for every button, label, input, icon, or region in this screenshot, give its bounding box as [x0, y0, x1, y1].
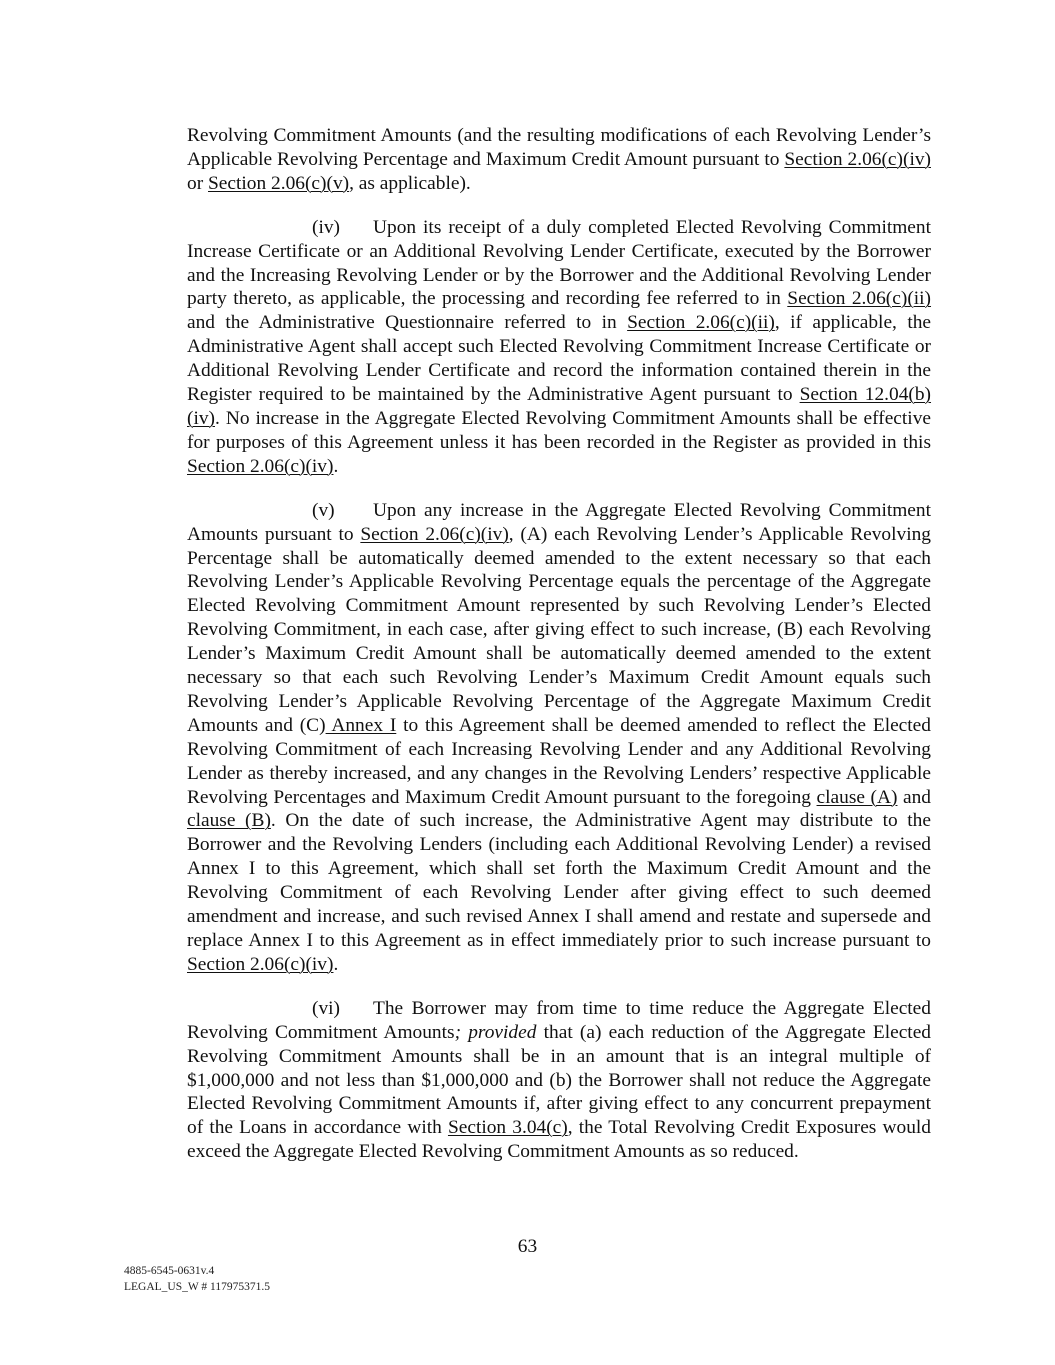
text: , (A) each Revolving Lender’s Applicable Revolving Percentage shall be automatically deemed amended to the extent necessary so that each Revolving Lender’s Applicable Revolving Percentage equals the percentage of the Aggregate Elected Revolving Commitment Amount represented by such Revolving Lender’s Elected Revolving Commitment, in each case, after giving effect to such increase, (B) each Revolving Lender’s Maximum Credit Amount shall be automatically deemed amended to the extent necessary so that each such Revolving Lender’s Maximum Credit Amount equals such Revolving Lender’s Applicable Revolving Percentage of the Aggregate Maximum Credit Amounts and (C)	[187, 523, 931, 736]
text: Upon its receipt of a duly completed Elected Revolving Commitment Increase Certificate or an Additional Revolving Lender Certificate, executed by the Borrower and the Increasing Revolving Lender or by the Borrower and the Additional Revolving Lender party thereto, as applicable, the processing and recording fee referred to in	[187, 216, 931, 310]
paragraph-v	[187, 499, 931, 977]
section-reference: Section 2.06(c)(ii)	[787, 288, 932, 310]
text: , as applicable).	[349, 172, 471, 194]
document-footer	[124, 1263, 270, 1295]
text: and	[897, 786, 931, 808]
section-reference: Section 3.04(c)	[447, 1117, 568, 1139]
paragraph-continuation	[187, 124, 931, 196]
text: . On the date of such increase, the Administrative Agent may distribute to the Borrower and the Revolving Lenders (including each Additional Revolving Lender) a revised Annex I to this Agreement, which shall set forth the Maximum Credit Amount and the Revolving Commitment of each Revolving Lender after giving effect to such deemed amendment and increase, and such revised Annex I shall amend and restate and supersede and replace Annex I to this Agreement as in effect immediately prior to such increase pursuant to	[187, 810, 931, 951]
paragraph-vi	[187, 997, 931, 1164]
clause-number: (vi)	[312, 997, 340, 1019]
section-reference: Section 2.06(c)(ii)	[627, 312, 775, 334]
text: , the Total Revolving Credit Exposures would exceed the Aggregate Elected Revolving Commitment Amounts as so reduced.	[187, 1117, 931, 1163]
text: The Borrower may from time to time reduce the Aggregate Elected Revolving Commitment Amounts	[187, 997, 931, 1043]
section-reference: Section 2.06(c)(iv)	[360, 523, 509, 545]
clause-reference: clause (B)	[187, 810, 271, 832]
clause-number: (v)	[312, 499, 335, 521]
footer-doc-id: 4885-6545-0631v.4	[124, 1265, 215, 1277]
paragraph-iv	[187, 216, 931, 479]
text: that (a) each reduction of the Aggregate Elected Revolving Commitment Amounts shall be in an amount that is an integral multiple of $1,000,000 and not less than $1,000,000 and (b) the Borrower shall not reduce the Aggregate Elected Revolving Commitment Amounts if, after giving effect to any concurrent prepayment of the Loans in accordance with	[187, 1021, 931, 1139]
annex-reference: Annex I	[325, 714, 397, 736]
text: to this Agreement shall be deemed amended to reflect the Elected Revolving Commitment of each Increasing Revolving Lender and any Additional Revolving Lender as thereby increased, and any changes in the Revolving Lenders’ respective Applicable Revolving Percentages and Maximum Credit Amount pursuant to the foregoing	[187, 714, 931, 808]
text: . No increase in the Aggregate Elected Revolving Commitment Amounts shall be effective for purposes of this Agreement unless it has been recorded in the Register as provided in this	[187, 407, 931, 453]
page-number: 63	[517, 1236, 538, 1257]
document-body	[187, 124, 931, 1184]
section-reference: Section 12.04(b)(iv)	[187, 384, 932, 429]
clause-number: (iv)	[312, 216, 340, 238]
clause-reference: clause (A)	[816, 786, 898, 808]
text: and the Administrative Questionnaire referred to in	[187, 312, 628, 334]
section-reference: Section 2.06(c)(iv)	[187, 953, 334, 975]
section-reference: Section 2.06(c)(v)	[208, 172, 350, 194]
text: Revolving Commitment Amounts (and the resulting modifications of each Revolving Lender’s Applicable Revolving Percentage and Maximum Credit Amount pursuant to	[187, 125, 931, 170]
text: , if applicable, the Administrative Agent shall accept such Elected Revolving Commitment Increase Certificate or Additional Revolving Lender Certificate and record the information contained therein in the Register required to be maintained by the Administrative Agent pursuant to	[187, 312, 932, 406]
text: Upon any increase in the Aggregate Elected Revolving Commitment Amounts pursuant to	[187, 499, 931, 545]
footer-legal-id: LEGAL_US_W # 117975371.5	[124, 1281, 270, 1293]
section-reference: Section 2.06(c)(iv)	[187, 455, 334, 477]
text: or	[187, 172, 209, 194]
section-reference: Section 2.06(c)(iv)	[784, 148, 931, 170]
italic-text: ; provided	[454, 1021, 537, 1043]
text: .	[333, 953, 339, 975]
text: .	[333, 455, 339, 477]
